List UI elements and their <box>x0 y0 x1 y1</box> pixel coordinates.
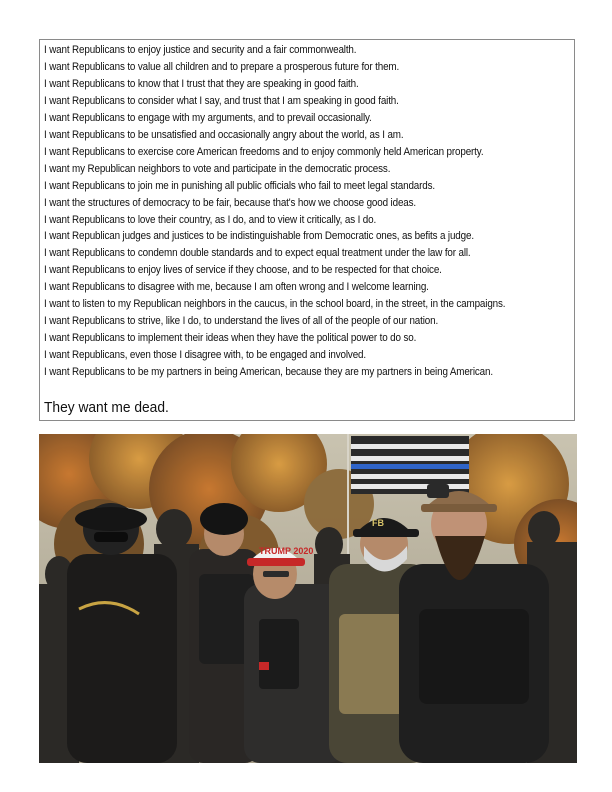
statement-line: I want Republicans to love their country, as I do, and to view it critically, as I do. <box>44 213 377 226</box>
statement-line: I want Republicans to value all children and to prepare a prosperous future for them. <box>44 60 400 73</box>
statement-box <box>39 39 575 421</box>
statement-line: I want Republicans to enjoy lives of service if they choose, and to be respected for that choice. <box>44 264 442 277</box>
statement-line: I want Republicans to enjoy justice and security and a fair commonwealth. <box>44 44 357 56</box>
conclusion-text: They want me dead. <box>44 400 169 416</box>
statement-line: I want the structures of democracy to be fair, because that's how we choose good ideas. <box>44 196 417 209</box>
statement-line: I want Republicans to be unsatisfied and occasionally angry about the world, as I am. <box>44 128 404 141</box>
statement-line: I want Republicans to consider what I say, and trust that I am speaking in good faith. <box>44 94 399 107</box>
protest-photo <box>39 434 577 763</box>
hat-text: TRUMP 2020 <box>259 546 314 556</box>
statement-line: I want Republicans, even those I disagree with, to be engaged and involved. <box>44 349 366 362</box>
statement-line: I want Republicans to implement their ideas when they have the political power to do so. <box>44 332 417 345</box>
statement-line: I want to listen to my Republican neighbors in the caucus, in the school board, in the street, in the campaigns. <box>44 298 506 311</box>
statement-line: I want Republicans to engage with my arguments, and to prevail occasionally. <box>44 111 372 124</box>
statement-line: I want Republicans to join me in punishing all public officials who fail to meet legal standards. <box>44 179 436 192</box>
statement-line: I want Republicans to strive, like I do, to understand the lives of all of the people of our nation. <box>44 315 439 328</box>
statement-line: I want my Republican neighbors to vote and participate in the democratic process. <box>44 162 391 175</box>
statement-line: I want Republican judges and justices to be indistinguishable from Democratic ones, as befits a judge. <box>44 230 474 243</box>
statement-line: I want Republicans to condemn double standards and to expect equal treatment under the law for all. <box>44 247 471 260</box>
statement-line: I want Republicans to exercise core American freedoms and to enjoy commonly held American property. <box>44 145 484 158</box>
statement-line: I want Republicans to disagree with me, because I am often wrong and I welcome learning. <box>44 281 429 294</box>
statement-line: I want Republicans to be my partners in being American, because they are my partners in being American. <box>44 366 493 379</box>
statement-line: I want Republicans to know that I trust that they are speaking in good faith. <box>44 77 359 90</box>
cap-text: FB <box>372 518 384 528</box>
